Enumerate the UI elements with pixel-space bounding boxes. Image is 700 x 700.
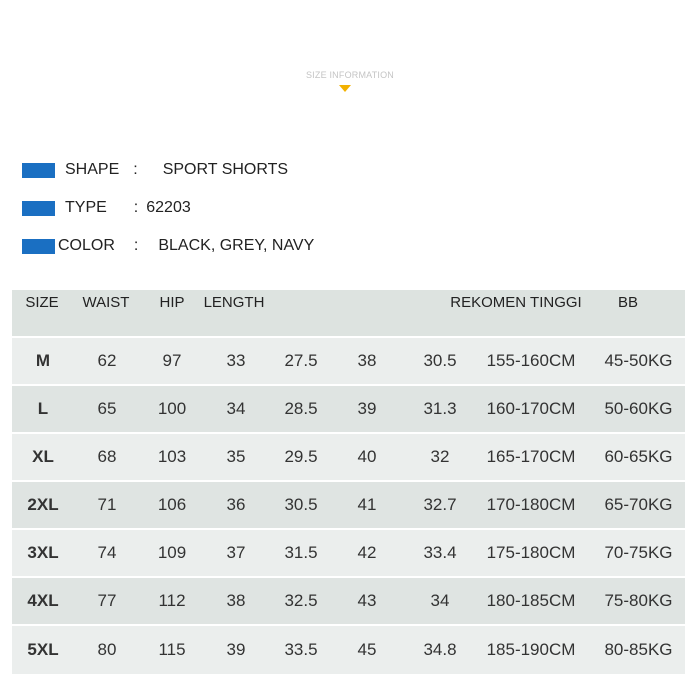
cell-rekomen-tinggi: 170-180CM	[486, 495, 576, 514]
cell-hip: 106	[157, 495, 187, 514]
blue-bar-icon	[22, 163, 55, 178]
table-row	[12, 482, 685, 528]
cell-bb: 65-70KG	[604, 495, 673, 514]
cell-hip: 109	[157, 543, 187, 562]
table-row	[12, 434, 685, 480]
cell-length: 38	[226, 591, 246, 610]
cell-size: M	[35, 351, 51, 370]
spec-colon: :	[133, 237, 139, 254]
cell-col5: 28.5	[284, 399, 318, 418]
cell-waist: 68	[97, 447, 117, 466]
cell-col5: 32.5	[284, 591, 318, 610]
cell-bb: 50-60KG	[604, 399, 673, 418]
cell-rekomen-tinggi: 155-160CM	[486, 351, 576, 370]
cell-col6: 40	[357, 447, 377, 466]
cell-bb: 80-85KG	[604, 640, 673, 659]
header-size: SIZE	[25, 294, 59, 311]
cell-col5: 30.5	[284, 495, 318, 514]
spec-colon: :	[133, 161, 138, 178]
cell-hip: 115	[158, 640, 186, 659]
cell-size: 5XL	[27, 640, 59, 659]
cell-col6: 39	[357, 399, 377, 418]
cell-hip: 100	[157, 399, 187, 418]
cell-length: 36	[226, 495, 246, 514]
spec-shape	[22, 160, 288, 180]
spec-colon: :	[133, 199, 139, 216]
cell-size: XL	[32, 447, 54, 466]
blue-bar-icon	[22, 201, 55, 216]
cell-hip: 103	[157, 447, 187, 466]
cell-col5: 33.5	[284, 640, 318, 659]
spec-color	[22, 236, 314, 256]
cell-waist: 62	[97, 351, 117, 370]
spec-label: COLOR	[58, 237, 115, 254]
spec-label: SHAPE	[65, 161, 120, 178]
blue-bar-icon	[22, 239, 55, 254]
cell-size: 2XL	[27, 495, 59, 514]
cell-length: 39	[226, 640, 246, 659]
table-row	[12, 626, 685, 674]
cell-hip: 112	[158, 591, 186, 610]
header-bb: BB	[617, 294, 638, 311]
cell-rekomen-tinggi: 165-170CM	[486, 447, 576, 466]
cell-col5: 31.5	[284, 543, 318, 562]
spec-value: BLACK, GREY, NAVY	[158, 237, 315, 254]
cell-waist: 71	[97, 495, 117, 514]
cell-rekomen-tinggi: 185-190CM	[486, 640, 576, 659]
header-rekomen-tinggi: REKOMEN TINGGI	[450, 294, 582, 311]
cell-bb: 75-80KG	[604, 591, 673, 610]
spec-value: 62203	[146, 199, 191, 216]
header-length: LENGTH	[203, 294, 265, 311]
table-header-row	[12, 290, 685, 336]
cell-rekomen-tinggi: 175-180CM	[486, 543, 576, 562]
cell-bb: 45-50KG	[604, 351, 673, 370]
cell-col7: 33.4	[423, 543, 457, 562]
size-table	[12, 290, 685, 660]
cell-length: 35	[226, 447, 246, 466]
cell-hip: 97	[162, 351, 182, 370]
down-arrow-icon	[339, 85, 351, 92]
cell-col7: 31.3	[423, 399, 457, 418]
section-title: SIZE INFORMATION	[305, 70, 395, 80]
cell-bb: 70-75KG	[604, 543, 673, 562]
table-row	[12, 530, 685, 576]
cell-waist: 74	[97, 543, 117, 562]
header-hip: HIP	[159, 294, 185, 311]
table-row	[12, 338, 685, 384]
header-blank-1	[282, 290, 352, 336]
cell-waist: 77	[97, 591, 117, 610]
table-row	[12, 578, 685, 624]
spec-value: SPORT SHORTS	[162, 161, 289, 178]
cell-col6: 41	[357, 495, 377, 514]
cell-col6: 43	[357, 591, 377, 610]
cell-size: L	[37, 399, 49, 418]
cell-col7: 34	[430, 591, 450, 610]
cell-waist: 80	[97, 640, 117, 659]
cell-rekomen-tinggi: 160-170CM	[486, 399, 576, 418]
cell-col7: 34.8	[423, 640, 457, 659]
header-blank-2	[352, 290, 412, 336]
cell-length: 37	[226, 543, 246, 562]
cell-col7: 32	[430, 447, 450, 466]
cell-size: 4XL	[27, 591, 59, 610]
cell-col6: 42	[357, 543, 377, 562]
cell-col6: 38	[357, 351, 377, 370]
cell-waist: 65	[97, 399, 117, 418]
cell-col5: 29.5	[284, 447, 318, 466]
table-row	[12, 386, 685, 432]
cell-size: 3XL	[27, 543, 59, 562]
cell-col6: 45	[357, 640, 377, 659]
cell-col7: 32.7	[423, 495, 457, 514]
header-waist: WAIST	[82, 294, 130, 311]
cell-length: 33	[226, 351, 246, 370]
spec-type	[22, 198, 191, 218]
cell-bb: 60-65KG	[604, 447, 673, 466]
cell-col7: 30.5	[423, 351, 457, 370]
spec-label: TYPE	[65, 199, 107, 216]
cell-length: 34	[226, 399, 246, 418]
cell-col5: 27.5	[284, 351, 318, 370]
cell-rekomen-tinggi: 180-185CM	[486, 591, 576, 610]
